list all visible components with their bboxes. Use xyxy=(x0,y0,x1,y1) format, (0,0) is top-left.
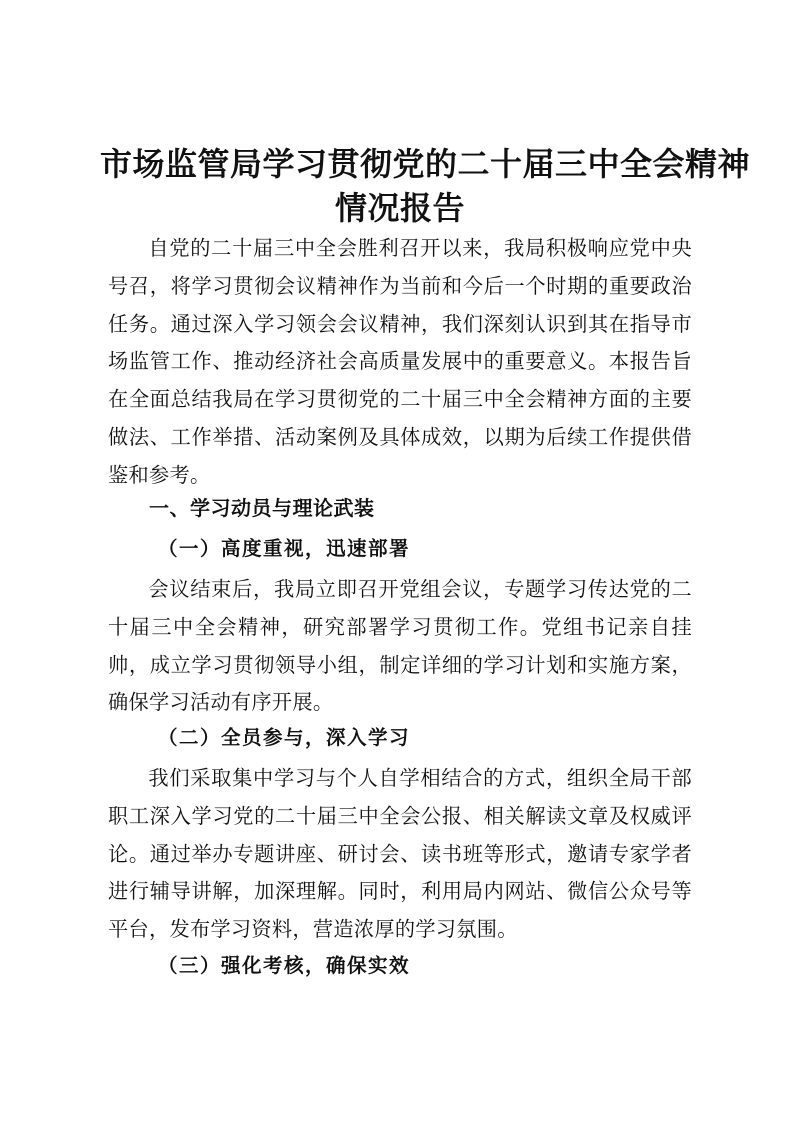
section1-heading: 一、学习动员与理论武装 xyxy=(149,496,375,520)
subsection2-heading: （二）全员参与，深入学习 xyxy=(158,726,411,749)
document-title-line1: 市场监管局学习贯彻党的二十届三中全会精神 xyxy=(100,145,751,183)
subsection1-paragraph: 会议结束后，我局立即召开党组会议，专题学习传达党的二十届三中全会精神，研究部署学习贯彻工作。党组书记亲自挂帅，成立学习贯彻领导小组，制定详细的学习计划和实施方案，确保学习活动有序开展。 xyxy=(108,577,692,715)
subsection1-heading: （一）高度重视，迅速部署 xyxy=(158,537,411,560)
subsection2-paragraph: 我们采取集中学习与个人自学相结合的方式，组织全局干部职工深入学习党的二十届三中全会公报、相关解读文章及权威评论。通过举办专题讲座、研讨会、读书班等形式，邀请专家学者进行辅导讲解，加深理解。同时，利用局内网站、微信公众号等平台，发布学习资料，营造浓厚的学习氛围。 xyxy=(108,766,692,942)
document-title-line2: 情况报告 xyxy=(334,189,465,227)
intro-paragraph: 自党的二十届三中全会胜利召开以来，我局积极响应党中央号召，将学习贯彻会议精神作为当前和今后一个时期的重要政治任务。通过深入学习领会会议精神，我们深刻认识到其在指导市场监管工作、推动经济社会高质量发展中的重要意义。本报告旨在全面总结我局在学习贯彻党的二十届三中全会精神方面的主要做法、工作举措、活动案例及具体成效，以期为后续工作提供借鉴和参考。 xyxy=(108,236,692,487)
subsection3-heading: （三）强化考核，确保实效 xyxy=(158,954,411,977)
